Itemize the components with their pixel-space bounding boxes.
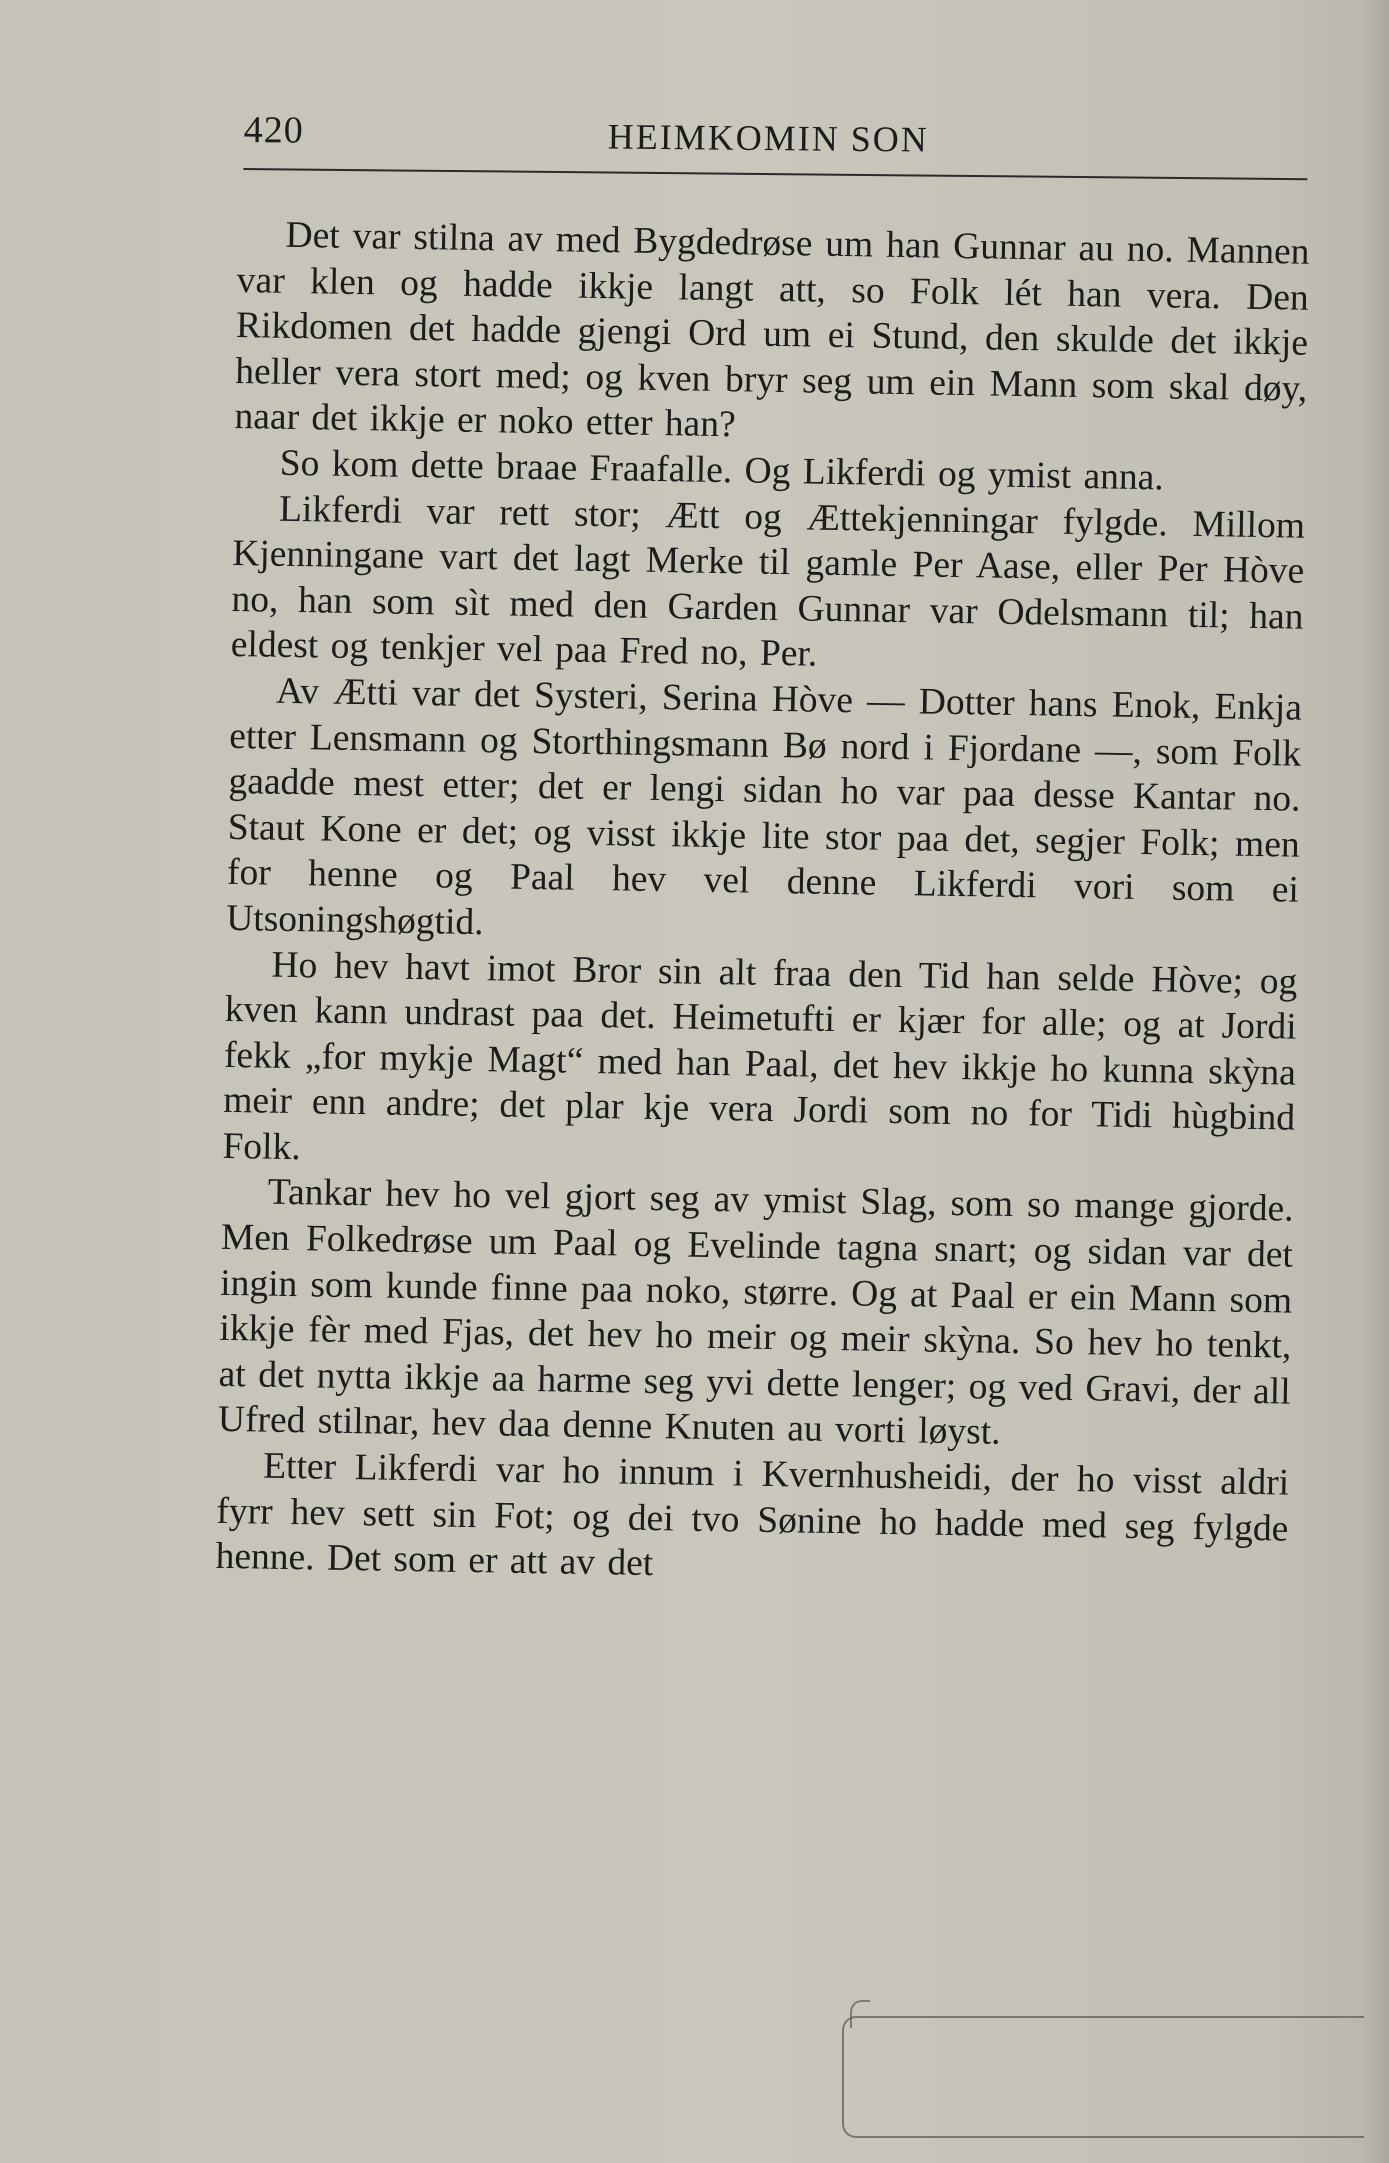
paragraph: Etter Likferdi var ho innum i Kvernhusheidi, der ho visst aldri fyrr hev sett sin Fot; og dei tvo Sønine ho hadde med seg fylgde henne. Det som er att av det	[215, 1445, 1290, 1585]
paragraph: Av Ætti var det Systeri, Serina Hòve — Dotter hans Enok, Enkja etter Lensmann og Storthingsmann Bø nord i Fjordane —, som Folk gaadde mest etter; det er lengi sidan ho var paa desse Kantar no. Staut Kone er det; og visst ikkje lite stor paa det, segjer Folk; men for henne og Paal hev vel denne Likferdi vori som ei Utsoningshøgtid.	[225, 670, 1303, 944]
running-title: HEIMKOMIN SON	[607, 116, 929, 160]
paragraph: Ho hev havt imot Bror sin alt fraa den Tid han selde Hòve; og kven kann undrast paa det. Heimetufti er kjær for alle; og at Jordi fekk „for mykje Magt“ med han Paal, det hev ikkje ho kunna skỳna meir enn andre; det plar kje vera Jordi som no for Tidi hùgbind Folk.	[222, 944, 1298, 1169]
body-text	[215, 212, 1310, 1597]
paragraph: Det var stilna av med Bygdedrøse um han Gunnar au no. Mannen var klen og hadde ikkje langt att, so Folk lét han vera. Den Rikdomen det hadde gjengi Ord um ei Stund, den skulde det ikkje heller vera stort med; og kven bryr seg um ein Mann som skal døy, naar det ikkje er noko etter han?	[234, 214, 1310, 446]
paragraph: Likferdi var rett stor; Ætt og Ættekjenningar fylgde. Millom Kjenningane vart det lagt Merke til gamle Per Aase, eller Per Hòve no, han som sìt med den Garden Gunnar var Odelsmann til; han eldest og tenkjer vel paa Fred no, Per.	[230, 488, 1306, 676]
page-header	[243, 108, 1308, 180]
page-number: 420	[243, 108, 304, 152]
scan-frame-outline	[842, 2016, 1364, 2138]
paragraph: Tankar hev ho vel gjort seg av ymist Slag, som so mange gjorde. Men Folkedrøse um Paal og Evelinde tagna snart; og sidan var det ingin som kunde finne paa noko, større. Og at Paal er ein Mann som ikkje fèr med Fjas, det hev ho meir og meir skỳna. So hev ho tenkt, at det nytta ikkje aa harme seg yvi dette lenger; og ved Gravi, der all Ufred stilnar, hev daa denne Knuten au vorti løyst.	[217, 1172, 1294, 1454]
paragraph: So kom dette braae Fraafalle. Og Likferdi og ymist anna.	[279, 442, 1165, 499]
